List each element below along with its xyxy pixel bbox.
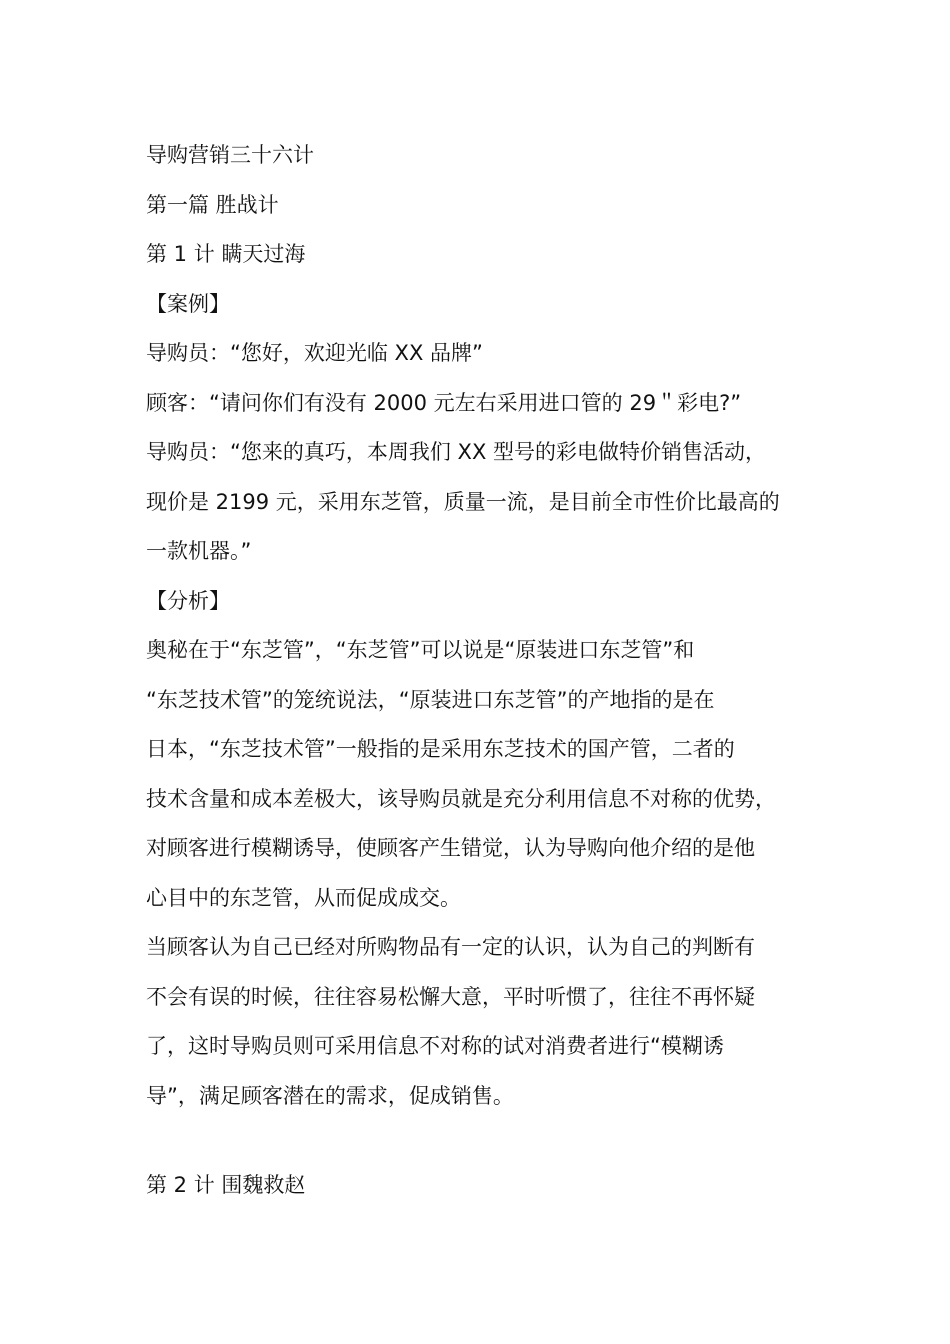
analysis-line: 了，这时导购员则可采用信息不对称的试对消费者进行“模糊诱 xyxy=(146,1034,724,1058)
section-gap xyxy=(146,1121,836,1161)
analysis-line: 对顾客进行模糊诱导，使顾客产生错觉，认为导购向他介绍的是他 xyxy=(146,836,755,860)
case-line: 顾客：“请问你们有没有 2000 元左右采用进口管的 29＂彩电?” xyxy=(146,390,742,415)
analysis-line: 不会有误的时候，往往容易松懈大意，平时听惯了，往往不再怀疑 xyxy=(146,984,755,1009)
analysis-line: “东芝技术管”的笼统说法，“原装进口东芝管”的产地指的是在 xyxy=(146,687,715,712)
section-1-title: 第 1 计 瞒天过海 xyxy=(146,242,306,266)
document-title: 导购营销三十六计 xyxy=(146,143,314,167)
chapter-heading: 第一篇 胜战计 xyxy=(146,192,279,217)
analysis-line: 技术含量和成本差极大，该导购员就是充分利用信息不对称的优势， xyxy=(146,786,776,811)
analysis-line: 奥秘在于“东芝管”，“东芝管”可以说是“原装进口东芝管”和 xyxy=(146,638,695,662)
analysis-line: 心目中的东芝管，从而促成成交。 xyxy=(146,885,461,910)
case-line: 导购员：“您来的真巧，本周我们 XX 型号的彩电做特价销售活动， xyxy=(146,440,766,464)
analysis-line: 当顾客认为自己已经对所购物品有一定的认识，认为自己的判断有 xyxy=(146,935,755,959)
analysis-line: 日本，“东芝技术管”一般指的是采用东芝技术的国产管，二者的 xyxy=(146,737,735,761)
document-page xyxy=(146,131,836,1211)
section-2-title: 第 2 计 围魏救赵 xyxy=(146,1173,306,1197)
analysis-line: 导”，满足顾客潜在的需求，促成销售。 xyxy=(146,1083,514,1108)
case-line: 现价是 2199 元，采用东芝管，质量一流，是目前全市性价比最高的 xyxy=(146,489,780,514)
case-line: 导购员：“您好，欢迎光临 XX 品牌” xyxy=(146,341,483,365)
analysis-heading: 【分析】 xyxy=(146,588,230,613)
case-heading: 【案例】 xyxy=(146,291,230,316)
case-line: 一款机器。” xyxy=(146,539,252,563)
